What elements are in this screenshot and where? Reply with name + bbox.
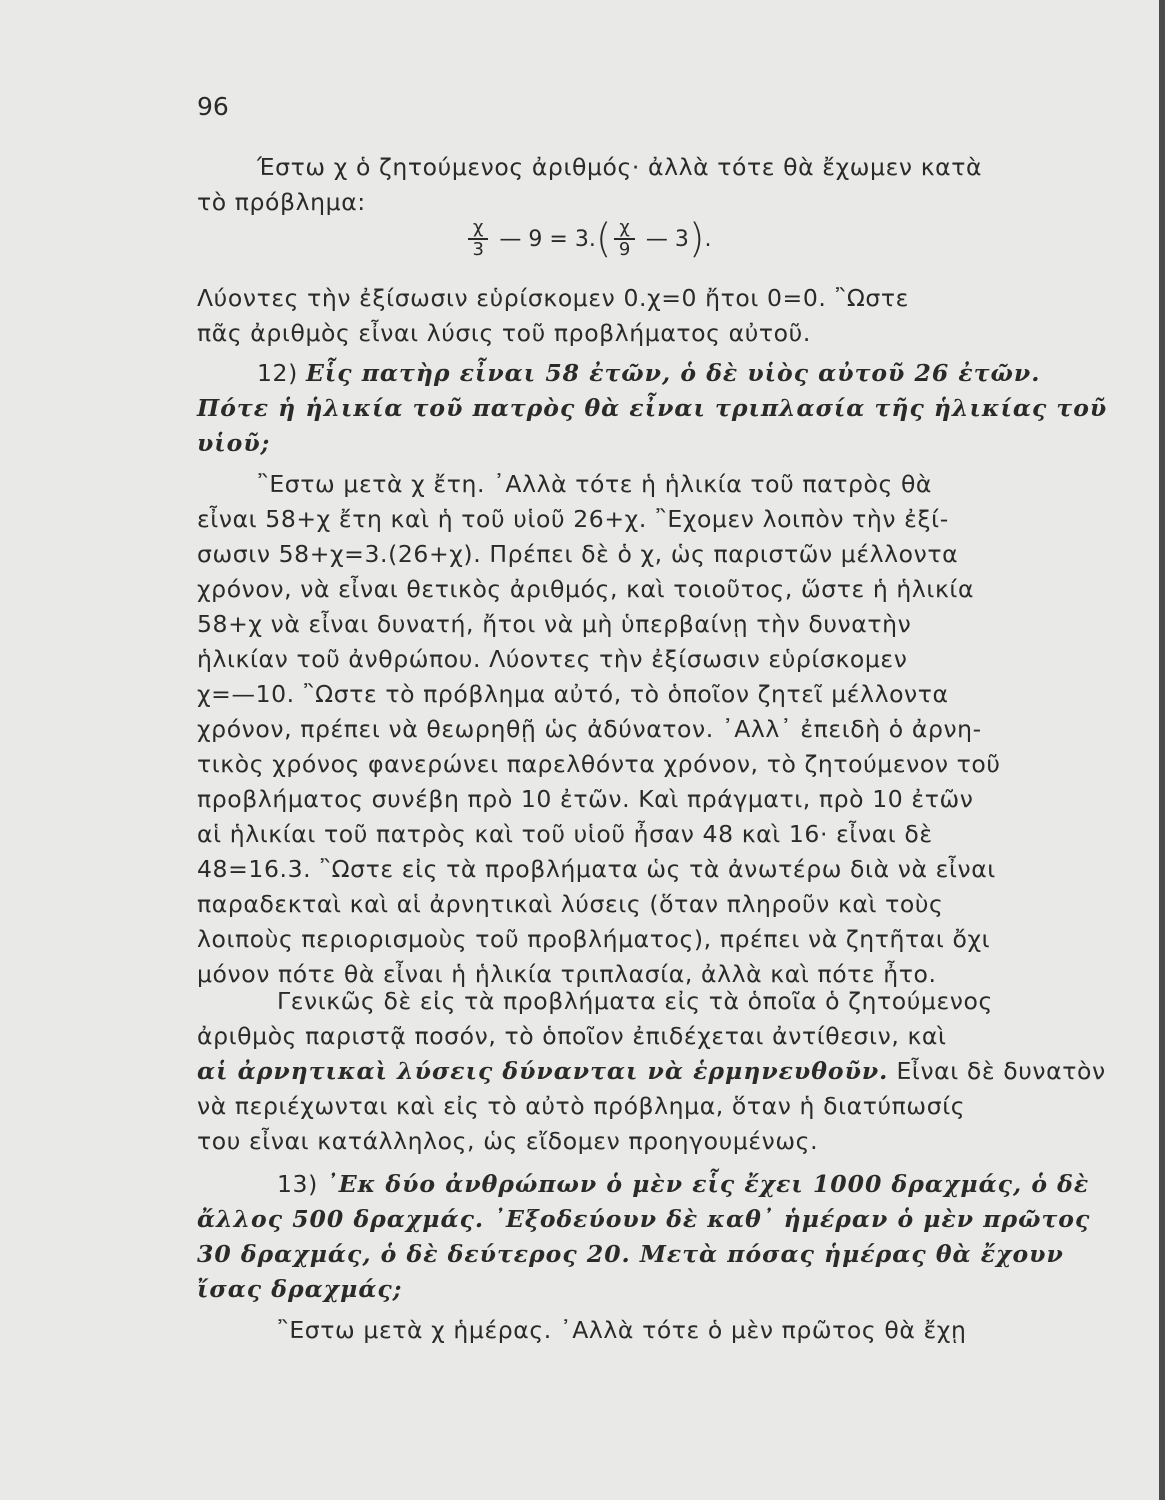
solution-line-1: Λύοντες τὴν ἐξίσωσιν εὑρίσκομεν 0.χ=0 ἤτοι 0=0. ῍Ωστε — [197, 284, 909, 312]
text-line: του εἶναι κατάλληλος, ὡς εἴδομεν προηγουμένως. — [197, 1127, 819, 1155]
fraction-denominator: 9 — [618, 239, 631, 260]
text-line: τικὸς χρόνος φανερώνει παρελθόντα χρόνον, τὸ ζητούμενον τοῦ — [197, 750, 1001, 778]
emphasized-text: αἱ ἀρνητικαὶ λύσεις δύνανται νὰ ἑρμηνευθοῦν. — [197, 1057, 889, 1085]
page-number: 96 — [197, 92, 229, 121]
problem-12-line-1 — [197, 356, 1157, 391]
general-paragraph — [197, 984, 1157, 1159]
problem-13 — [197, 1167, 1157, 1307]
text-line: χρόνον, πρέπει νὰ θεωρηθῇ ὡς ἀδύνατον. ᾿Αλλ᾿ ἐπειδὴ ὁ ἀρνη- — [197, 715, 982, 743]
problem-13-line-4: ἴσας δραχμάς; — [197, 1275, 403, 1303]
text-line: 48=16.3. ῍Ωστε εἰς τὰ προβλήματα ὡς τὰ ἀνωτέρω διὰ νὰ εἶναι — [197, 855, 996, 883]
text-line: Γενικῶς δὲ εἰς τὰ προβλήματα εἰς τὰ ὁποῖα ὁ ζητούμενος — [277, 987, 993, 1015]
problem-13-line-1 — [197, 1167, 1157, 1202]
problem-number: 13) — [277, 1170, 318, 1198]
text-line: σωσιν 58+χ=3.(26+χ). Πρέπει δὲ ὁ χ, ὡς παριστῶν μέλλοντα — [197, 540, 959, 568]
problem-13-line-2: ἄλλος 500 δραχμάς. ᾿Εξοδεύουν δὲ καθ᾿ ἡμέραν ὁ μὲν πρῶτος — [197, 1205, 1091, 1233]
problem-12 — [197, 356, 1157, 461]
problem-12-statement: Εἷς πατὴρ εἶναι 58 ἐτῶν, ὁ δὲ υἱὸς αὐτοῦ 26 ἐτῶν. — [305, 359, 1041, 387]
text-line: νὰ περιέχωνται καὶ εἰς τὸ αὐτὸ πρόβλημα, ὅταν ἡ διατύπωσίς — [197, 1092, 966, 1120]
problem-12-solution — [197, 467, 1157, 992]
text-line: λοιποὺς περιορισμοὺς τοῦ προβλήματος), πρέπει νὰ ζητῆται ὄχι — [197, 925, 991, 953]
problem-13-solution — [197, 1313, 1157, 1348]
text-line: ῍Εστω μετὰ χ ἡμέρας. ᾿Αλλὰ τότε ὁ μὲν πρῶτος θὰ ἔχῃ — [277, 1316, 967, 1344]
problem-12-line-2: Πότε ἡ ἡλικία τοῦ πατρὸς θὰ εἶναι τριπλασία τῆς ἡλικίας τοῦ — [197, 394, 1108, 422]
close-paren: ) — [688, 216, 705, 262]
text-line: χρόνον, νὰ εἶναι θετικὸς ἀριθμός, καὶ τοιοῦτος, ὥστε ἡ ἡλικία — [197, 575, 975, 603]
text-line-with-emphasis — [197, 1054, 1157, 1089]
fraction-denominator: 3 — [472, 239, 484, 260]
text-line: ῍Εστω μετὰ χ ἔτη. ᾿Αλλὰ τότε ἡ ἡλικία τοῦ πατρὸς θὰ — [257, 470, 933, 498]
fraction-x-over-9 — [614, 218, 634, 260]
equation-middle: — 9 = 3. — [499, 226, 596, 252]
intro-line-1: Έστω χ ὁ ζητούμενος ἀριθμός· ἀλλὰ τότε θὰ ἔχωμεν κατὰ — [257, 153, 983, 181]
fraction-numerator: χ — [468, 218, 488, 240]
text-continuation: Εἶναι δὲ δυνατὸν — [888, 1057, 1106, 1085]
fraction-numerator: χ — [614, 218, 634, 240]
problem-13-statement: ᾿Εκ δύο ἀνθρώπων ὁ μὲν εἷς ἔχει 1000 δραχμάς, ὁ δὲ — [325, 1170, 1090, 1198]
page-edge-shadow — [1159, 0, 1165, 1500]
open-paren: ( — [595, 216, 612, 262]
equation-end: . — [704, 226, 712, 252]
text-line: παραδεκταὶ καὶ αἱ ἀρνητικαὶ λύσεις (ὅταν πληροῦν καὶ τοὺς — [197, 890, 944, 918]
text-line: μόνον πότε θὰ εἶναι ἡ ἡλικία τριπλασία, ἀλλὰ καὶ πότε ἦτο. — [197, 960, 937, 988]
text-line: χ=—10. ῍Ωστε τὸ πρόβλημα αὐτό, τὸ ὁποῖον ζητεῖ μέλλοντα — [197, 680, 949, 708]
intro-line-2: τὸ πρόβλημα: — [197, 188, 366, 216]
text-line: ἡλικίαν τοῦ ἀνθρώπου. Λύοντες τὴν ἐξίσωσιν εὑρίσκομεν — [197, 645, 908, 673]
intro-paragraph — [197, 150, 1157, 220]
solution-paragraph — [197, 281, 1157, 351]
text-line: αἱ ἡλικίαι τοῦ πατρὸς καὶ τοῦ υἱοῦ ἦσαν 48 καὶ 16· εἶναι δὲ — [197, 820, 933, 848]
problem-12-line-3: υἱοῦ; — [197, 429, 271, 457]
text-line: προβλήματος συνέβη πρὸ 10 ἐτῶν. Καὶ πράγματι, πρὸ 10 ἐτῶν — [197, 785, 974, 813]
equation — [465, 214, 711, 264]
equation-tail: — 3 — [645, 226, 689, 252]
text-line: 58+χ νὰ εἶναι δυνατή, ἤτοι νὰ μὴ ὑπερβαίνῃ τὴν δυνατὴν — [197, 610, 912, 638]
problem-number: 12) — [257, 359, 298, 387]
fraction-x-over-3 — [468, 218, 488, 260]
text-line: εἶναι 58+χ ἔτη καὶ ἡ τοῦ υἱοῦ 26+χ. ῍Εχομεν λοιπὸν τὴν ἐξί- — [197, 505, 949, 533]
solution-line-2: πᾶς ἀριθμὸς εἶναι λύσις τοῦ προβλήματος αὐτοῦ. — [197, 319, 811, 347]
text-line: ἀριθμὸς παριστᾷ ποσόν, τὸ ὁποῖον ἐπιδέχεται ἀντίθεσιν, καὶ — [197, 1022, 947, 1050]
problem-13-line-3: 30 δραχμάς, ὁ δὲ δεύτερος 20. Μετὰ πόσας ἡμέρας θὰ ἔχουν — [197, 1240, 1064, 1268]
